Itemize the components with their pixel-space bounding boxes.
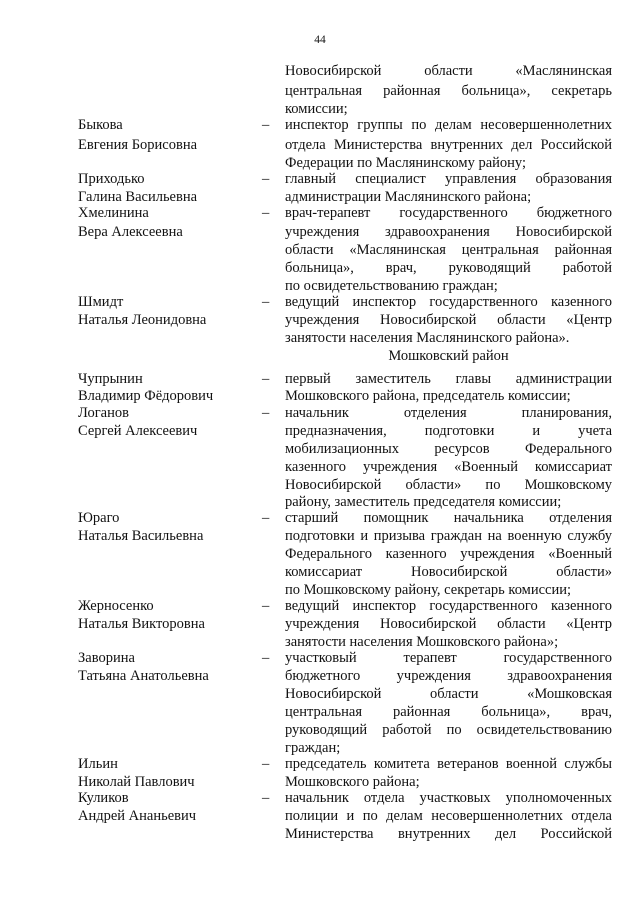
dash-separator: – — [262, 756, 270, 772]
position-text-line: председатель комитета ветеранов военной службы — [285, 756, 612, 772]
position-text-line: инспектор группы по делам несовершеннолетних — [285, 117, 612, 133]
position-text-line: подготовки и призыва граждан на военную службу — [285, 528, 612, 544]
member-name-line: Шмидт — [78, 294, 124, 310]
position-text-line: начальник отдела участковых уполномоченных — [285, 790, 612, 806]
member-name-line: Евгения Борисовна — [78, 137, 198, 153]
member-name-line: Чупрынин — [78, 371, 143, 387]
position-text-line: комиссии; — [285, 101, 348, 117]
dash-separator: – — [262, 405, 270, 421]
position-text-line: предназначения, подготовки и учета — [285, 423, 612, 439]
position-text-line: Мошковского района; — [285, 774, 420, 790]
position-text-line: участковый терапевт государственного — [285, 650, 612, 666]
position-text-line: занятости населения Мошковского района»; — [285, 634, 559, 650]
position-text-line: первый заместитель главы администрации — [285, 371, 612, 387]
member-name-line: Юраго — [78, 510, 120, 526]
position-text-line: учреждения Новосибирской области «Центр — [285, 312, 612, 328]
position-text-line: отдела Министерства внутренних дел Российской — [285, 137, 612, 153]
position-text-line: центральная районная больница», секретарь — [285, 83, 612, 99]
position-text-line: Министерства внутренних дел Российской — [285, 826, 612, 842]
dash-separator: – — [262, 171, 270, 187]
position-text-line: бюджетного учреждения здравоохранения — [285, 668, 612, 684]
dash-separator: – — [262, 117, 270, 133]
member-name-line: Хмелинина — [78, 205, 149, 221]
position-text-line: Федерации по Маслянинскому району; — [285, 155, 526, 171]
position-text-line: области «Маслянинская центральная районная — [285, 242, 612, 258]
dash-separator: – — [262, 294, 270, 310]
district-heading: Мошковский район — [388, 348, 509, 364]
position-text-line: старший помощник начальника отделения — [285, 510, 612, 526]
member-name-line: Приходько — [78, 171, 145, 187]
dash-separator: – — [262, 790, 270, 806]
dash-separator: – — [262, 205, 270, 221]
member-name-line: Ильин — [78, 756, 118, 772]
position-text-line: занятости населения Маслянинского района». — [285, 330, 570, 346]
position-text-line: руководящий работой по освидетельствованию — [285, 722, 612, 738]
dash-separator: – — [262, 510, 270, 526]
member-name-line: Андрей Ананьевич — [78, 808, 197, 824]
position-text-line: начальник отделения планирования, — [285, 405, 612, 421]
member-name-line: Владимир Фёдорович — [78, 388, 214, 404]
member-name-line: Логанов — [78, 405, 129, 421]
position-text-line: по Мошковскому району, секретарь комиссии; — [285, 582, 572, 598]
position-text-line: главный специалист управления образования — [285, 171, 612, 187]
member-name-line: Наталья Васильевна — [78, 528, 204, 544]
position-text-line: казенного учреждения «Военный комиссариат — [285, 459, 612, 475]
member-name-line: Николай Павлович — [78, 774, 195, 790]
position-text-line: больница», врач, руководящий работой — [285, 260, 612, 276]
page-number: 44 — [314, 34, 326, 46]
position-text-line: комиссариат Новосибирской области» — [285, 564, 612, 580]
position-text-line: ведущий инспектор государственного казенного — [285, 598, 612, 614]
dash-separator: – — [262, 650, 270, 666]
position-text-line: по освидетельствованию граждан; — [285, 278, 498, 294]
position-text-line: Федерального казенного учреждения «Военный — [285, 546, 612, 562]
member-name-line: Галина Васильевна — [78, 189, 198, 205]
member-name-line: Татьяна Анатольевна — [78, 668, 209, 684]
position-text-line: ведущий инспектор государственного казенного — [285, 294, 612, 310]
member-name-line: Быкова — [78, 117, 123, 133]
member-name-line: Куликов — [78, 790, 129, 806]
member-name-line: Наталья Викторовна — [78, 616, 205, 632]
member-name-line: Наталья Леонидовна — [78, 312, 207, 328]
position-text-line: учреждения Новосибирской области «Центр — [285, 616, 612, 632]
position-text-line: Новосибирской области «Мошковская — [285, 686, 612, 702]
position-text-line: учреждения здравоохранения Новосибирской — [285, 224, 612, 240]
member-name-line: Заворина — [78, 650, 135, 666]
position-text-line: Новосибирской области «Маслянинская — [285, 63, 612, 79]
dash-separator: – — [262, 371, 270, 387]
dash-separator: – — [262, 598, 270, 614]
position-text-line: мобилизационных ресурсов Федерального — [285, 441, 612, 457]
member-name-line: Жерносенко — [78, 598, 154, 614]
position-text-line: району, заместитель председателя комиссии; — [285, 494, 562, 510]
position-text-line: полиции и по делам несовершеннолетних отдела — [285, 808, 612, 824]
position-text-line: Мошковского района, председатель комиссии; — [285, 388, 571, 404]
member-name-line: Вера Алексеевна — [78, 224, 183, 240]
position-text-line: центральная районная больница», врач, — [285, 704, 612, 720]
member-name-line: Сергей Алексеевич — [78, 423, 198, 439]
position-text-line: Новосибирской области» по Мошковскому — [285, 477, 612, 493]
position-text-line: врач-терапевт государственного бюджетного — [285, 205, 612, 221]
position-text-line: администрации Маслянинского района; — [285, 189, 532, 205]
position-text-line: граждан; — [285, 740, 341, 756]
